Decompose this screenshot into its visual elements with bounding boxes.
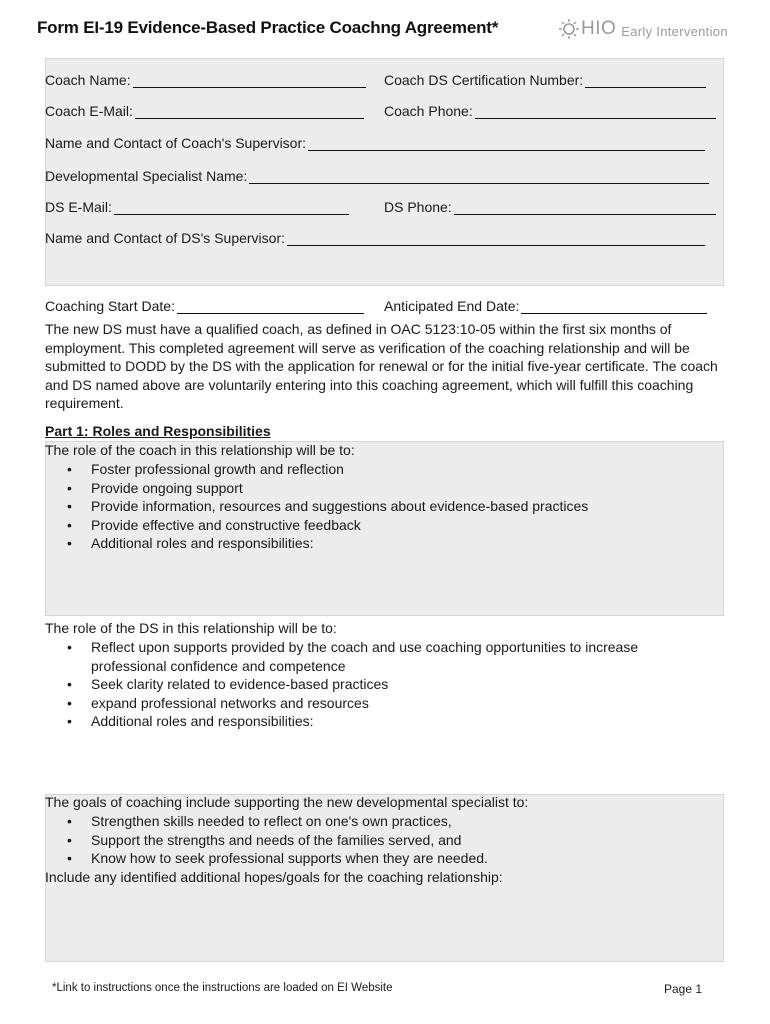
coach-ds-cert-field[interactable]	[384, 72, 706, 88]
list-item: • Reflect upon supports provided by the coach and use coaching opportunities to increase professional confidence and competence	[45, 638, 705, 675]
coach-email-field[interactable]	[45, 103, 364, 119]
end-date-input[interactable]	[521, 299, 707, 314]
coach-supervisor-label: Name and Contact of Coach's Supervisor:	[45, 135, 307, 151]
start-date-field[interactable]	[45, 298, 364, 314]
ds-roles-intro: The role of the DS in this relationship will be to:	[45, 620, 337, 636]
list-item: • Seek clarity related to evidence-based practices	[45, 675, 705, 694]
ds-name-input[interactable]	[249, 169, 709, 184]
goals-list	[45, 812, 705, 868]
coach-ds-cert-label: Coach DS Certification Number:	[384, 72, 584, 88]
coach-name-field[interactable]	[45, 72, 366, 88]
coach-name-input[interactable]	[133, 73, 366, 88]
coach-phone-input[interactable]	[475, 104, 716, 119]
coach-name-label: Coach Name:	[45, 72, 131, 88]
coach-supervisor-input[interactable]	[308, 136, 705, 151]
list-item: • Strengthen skills needed to reflect on one's own practices,	[45, 812, 705, 831]
end-date-field[interactable]	[384, 298, 707, 314]
ohio-early-intervention-logo	[558, 18, 728, 40]
coach-phone-label: Coach Phone:	[384, 103, 473, 119]
coach-ds-cert-input[interactable]	[585, 73, 706, 88]
ds-phone-input[interactable]	[454, 200, 716, 215]
goals-intro: The goals of coaching include supporting the new developmental specialist to:	[45, 794, 529, 810]
list-item: • expand professional networks and resources	[45, 694, 705, 713]
coach-email-label: Coach E-Mail:	[45, 103, 133, 119]
form-title: Form EI-19 Evidence-Based Practice Coachng Agreement*	[37, 18, 499, 37]
ds-phone-field[interactable]	[384, 199, 716, 215]
ds-roles-list	[45, 638, 705, 731]
logo-subtext: Early Intervention	[621, 23, 728, 39]
ds-name-field[interactable]	[45, 168, 709, 184]
list-item: • Provide information, resources and suggestions about evidence-based practices	[45, 497, 705, 516]
start-date-label: Coaching Start Date:	[45, 298, 175, 314]
list-item: • Provide ongoing support	[45, 479, 705, 498]
coach-email-input[interactable]	[135, 104, 364, 119]
intro-paragraph: The new DS must have a qualified coach, as defined in OAC 5123:10-05 within the first six months of employment. This completed agreement will serve as verification of the coaching relationship and will be submitted to DODD by the DS with the application for renewal or for the initial five-year certificate. The coach and DS named above are voluntarily entering into this coaching agreement, which will fulfill this coaching requirement.	[45, 321, 718, 412]
ds-supervisor-label: Name and Contact of DS's Supervisor:	[45, 230, 286, 246]
list-item: • Know how to seek professional supports when they are needed.	[45, 849, 705, 868]
ds-email-label: DS E-Mail:	[45, 199, 112, 215]
list-item: • Provide effective and constructive feedback	[45, 516, 705, 535]
ds-phone-label: DS Phone:	[384, 199, 452, 215]
coach-roles-intro: The role of the coach in this relationship will be to:	[45, 442, 355, 458]
list-item: • Foster professional growth and reflection	[45, 460, 705, 479]
list-item: • Support the strengths and needs of the families served, and	[45, 831, 705, 850]
coach-supervisor-field[interactable]	[45, 135, 705, 151]
ds-supervisor-field[interactable]	[45, 230, 705, 246]
footer-note: *Link to instructions once the instructions are loaded on EI Website	[52, 982, 393, 994]
coach-roles-list	[45, 460, 705, 553]
ds-supervisor-input[interactable]	[287, 231, 705, 246]
part1-heading: Part 1: Roles and Responsibilities	[45, 423, 271, 439]
sun-logo-icon	[558, 18, 580, 40]
coach-phone-field[interactable]	[384, 103, 716, 119]
end-date-label: Anticipated End Date:	[384, 298, 520, 314]
ds-name-label: Developmental Specialist Name:	[45, 168, 248, 184]
list-item: • Additional roles and responsibilities:	[45, 534, 705, 553]
ds-email-field[interactable]	[45, 199, 349, 215]
goals-outro: Include any identified additional hopes/goals for the coaching relationship:	[45, 869, 503, 885]
page-number: Page 1	[664, 982, 703, 996]
ds-email-input[interactable]	[114, 200, 349, 215]
logo-text: HIO	[581, 18, 617, 39]
list-item: • Additional roles and responsibilities:	[45, 712, 705, 731]
start-date-input[interactable]	[177, 299, 364, 314]
